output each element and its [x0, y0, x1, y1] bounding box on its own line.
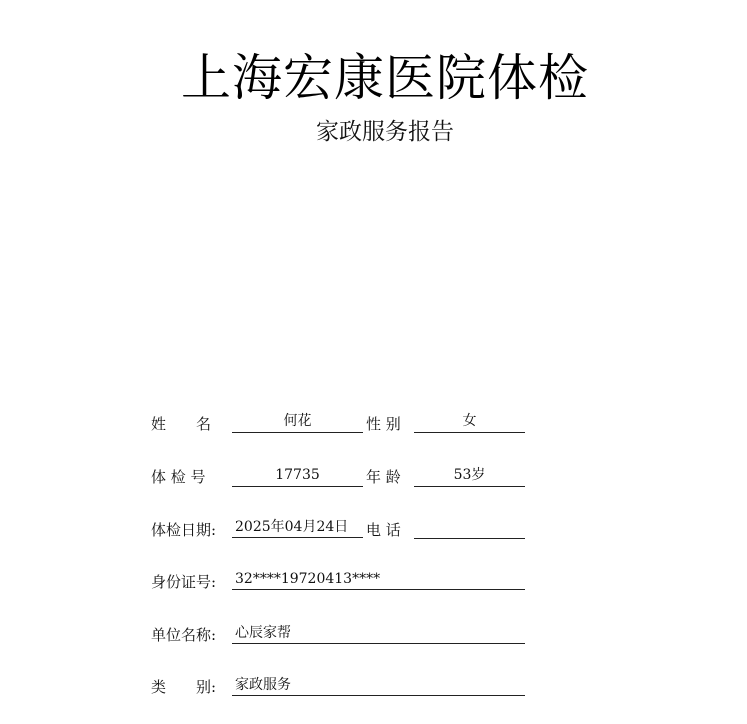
gender-field: 女	[414, 410, 525, 433]
phone-field	[414, 516, 525, 539]
exam-number-label: 体 检 号	[151, 468, 206, 486]
organization-field: 心辰家帮	[232, 622, 525, 644]
report-title: 上海宏康医院体检	[181, 49, 589, 107]
name-field: 何花	[232, 410, 363, 433]
id-number-label: 身份证号:	[151, 573, 217, 591]
exam-date-label: 体检日期:	[151, 521, 217, 539]
age-field: 53岁	[414, 464, 525, 487]
exam-number-field: 17735	[232, 464, 363, 487]
id-number-field: 32****19720413****	[232, 568, 525, 590]
category-label: 类 别:	[151, 678, 217, 696]
gender-label: 性 别	[366, 415, 401, 433]
name-label: 姓 名	[151, 415, 212, 433]
organization-label: 单位名称:	[151, 626, 217, 644]
exam-date-field: 2025年04月24日	[232, 516, 363, 538]
report-subtitle: 家政服务报告	[316, 119, 454, 145]
age-label: 年 龄	[366, 468, 401, 486]
phone-label: 电 话	[366, 521, 401, 539]
category-field: 家政服务	[232, 674, 525, 696]
